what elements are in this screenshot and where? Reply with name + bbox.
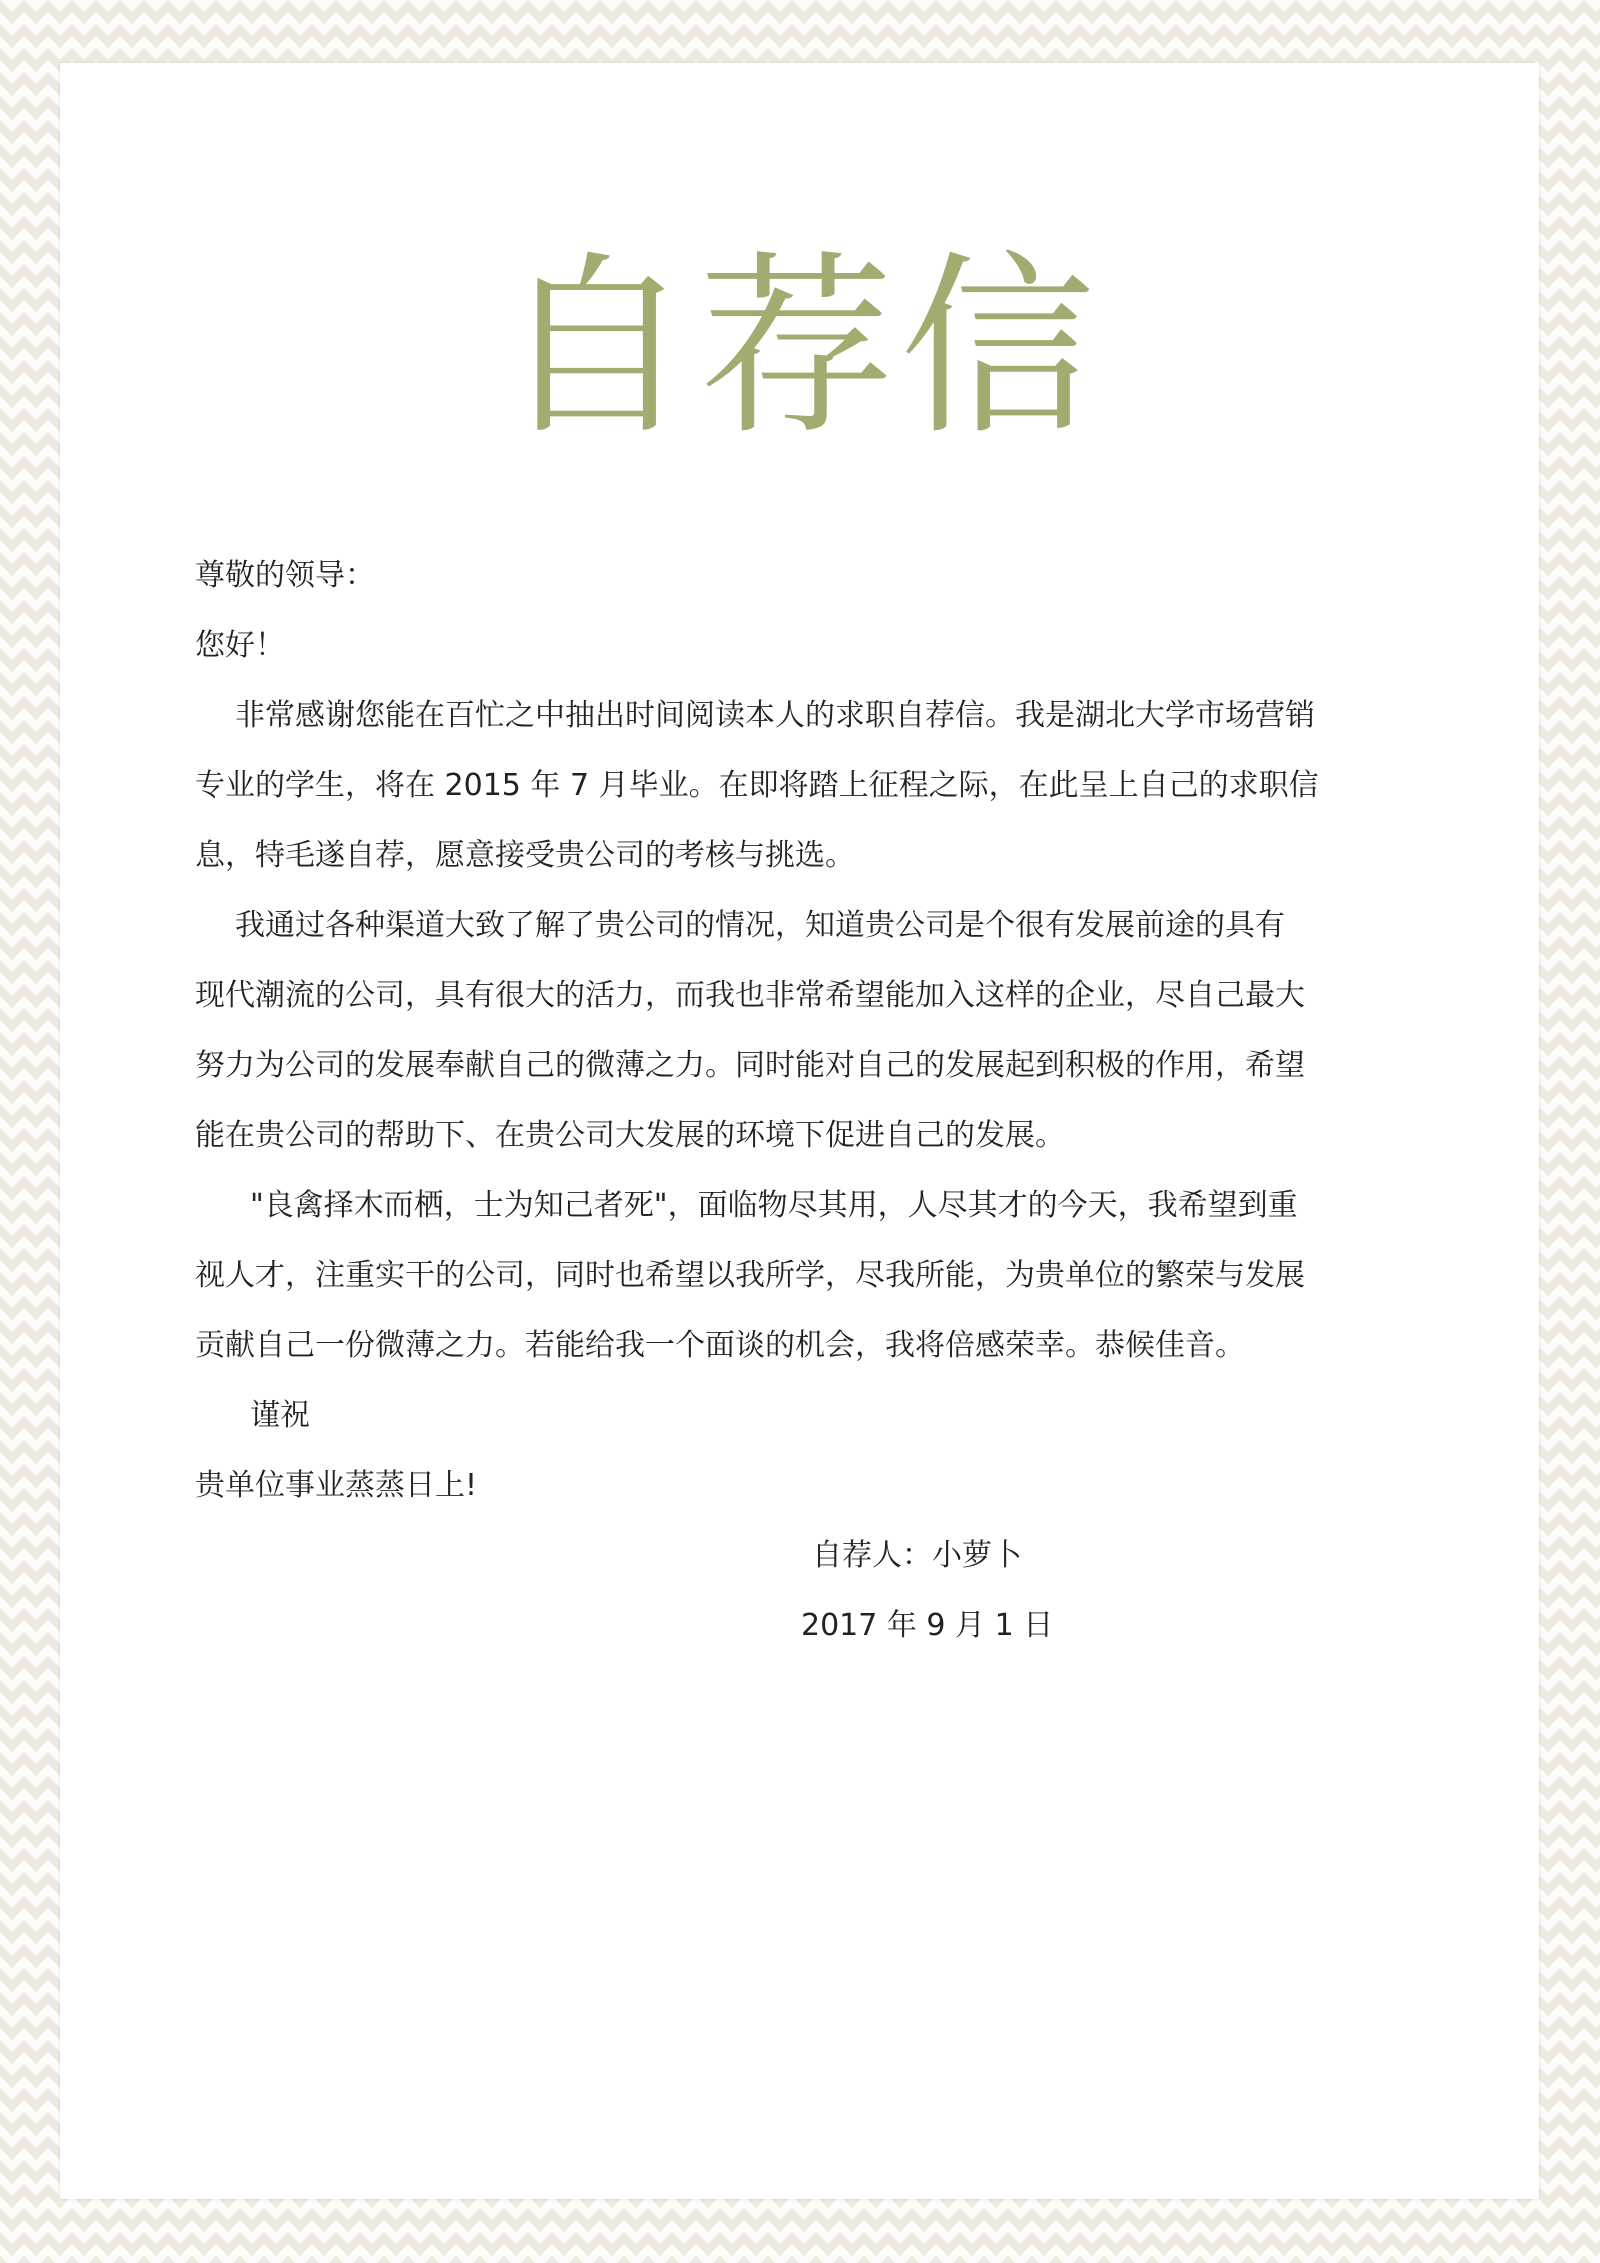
paragraph-2-line: 我通过各种渠道大致了解了贵公司的情况，知道贵公司是个很有发展前途的具有 — [235, 908, 1285, 943]
paragraph-2-line: 努力为公司的发展奉献自己的微薄之力。同时能对自己的发展起到积极的作用，希望 — [195, 1048, 1305, 1083]
paragraph-2-line: 能在贵公司的帮助下、在贵公司大发展的环境下促进自己的发展。 — [195, 1118, 1065, 1153]
closing-wish: 贵单位事业蒸蒸日上! — [195, 1468, 478, 1503]
greeting: 您好！ — [195, 628, 285, 663]
letter-body — [195, 541, 1455, 1521]
paragraph-1-line: 非常感谢您能在百忙之中抽出时间阅读本人的求职自荐信。我是湖北大学市场营销 — [235, 698, 1315, 733]
paragraph-3-line: "良禽择木而栖，士为知己者死"，面临物尽其用，人尽其才的今天，我希望到重 — [250, 1188, 1298, 1223]
letter-date: 2017 年 9 月 1 日 — [801, 1608, 1054, 1643]
salutation: 尊敬的领导： — [195, 558, 375, 593]
paragraph-1-line: 息，特毛遂自荐，愿意接受贵公司的考核与挑选。 — [195, 838, 855, 873]
paragraph-1-line: 专业的学生，将在 2015 年 7 月毕业。在即将踏上征程之际，在此呈上自己的求职信 — [195, 768, 1319, 803]
paragraph-2-line: 现代潮流的公司，具有很大的活力，而我也非常希望能加入这样的企业，尽自己最大 — [195, 978, 1305, 1013]
paragraph-3-line: 贡献自己一份微薄之力。若能给我一个面谈的机会，我将倍感荣幸。恭候佳音。 — [195, 1328, 1245, 1363]
signer-name: 自荐人：小萝卜 — [812, 1538, 1022, 1573]
closing-phrase: 谨祝 — [250, 1398, 310, 1433]
letter-page — [60, 63, 1539, 2199]
paragraph-3-line: 视人才，注重实干的公司，同时也希望以我所学，尽我所能，为贵单位的繁荣与发展 — [195, 1258, 1305, 1293]
letter-title: 自荐信 — [498, 234, 1101, 461]
